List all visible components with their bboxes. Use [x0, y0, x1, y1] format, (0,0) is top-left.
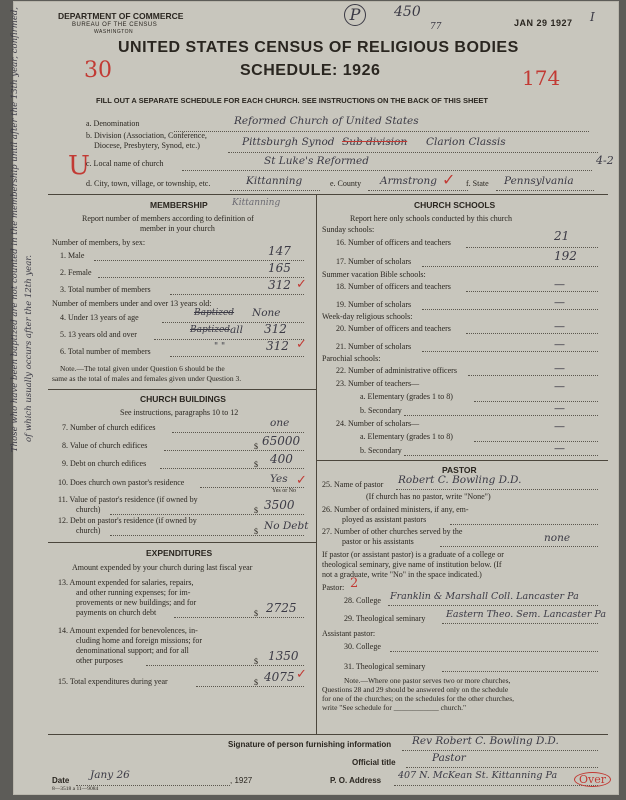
q14-line-3: denominational support; and for all	[76, 646, 189, 655]
q7-value: one	[270, 417, 290, 429]
q24-dash: —	[554, 420, 565, 433]
q17-value: 192	[554, 249, 577, 263]
census-schedule-sheet	[10, 2, 618, 794]
margin-note-2: of which usually occurs after the 12th year.	[24, 254, 34, 442]
q29-label: 29. Theological seminary	[344, 614, 426, 623]
local-name-value: St Luke's Reformed	[264, 155, 369, 167]
city-label: WASHINGTON	[94, 29, 134, 35]
date-year: , 1927	[230, 776, 253, 785]
county-check: ✓	[442, 170, 456, 189]
membership-note-1: Note.—The total given under Question 6 should be the	[60, 364, 225, 373]
q15-label: 15. Total expenditures during year	[58, 677, 168, 686]
q28-label: 28. College	[344, 596, 381, 605]
q8-dollar: $	[254, 442, 258, 451]
q6-ditto: " "	[214, 342, 226, 352]
q27-line-1: 27. Number of other churches served by the	[322, 527, 463, 536]
instruction-line: FILL OUT A SEPARATE SCHEDULE FOR EACH CHURCH. SEE INSTRUCTIONS ON THE BACK OF THIS SHEET	[96, 96, 488, 105]
q13-line-3: provements or new buildings; and for	[76, 598, 197, 607]
q5-label: 5. 13 years old and over	[60, 330, 137, 339]
q26-line-2: ployed as assistant pastors	[342, 515, 427, 524]
q2-value: 165	[268, 261, 291, 275]
q23b-label: b. Secondary	[360, 406, 402, 415]
circled-p-mark	[344, 4, 366, 26]
q9-label: 9. Debt on church edifices	[62, 459, 147, 468]
grad-note-1: If pastor (or assistant pastor) is a graduate of a college or	[322, 550, 504, 559]
q19-dash: —	[554, 296, 565, 309]
pastor-note-4: write "See schedule for ____________ church."	[322, 703, 467, 712]
over-mark: Over	[574, 772, 611, 787]
local-name-note: 4-2	[596, 154, 614, 167]
pastor-note-3: for one of the churches; on the schedules for the other churches,	[322, 694, 515, 703]
q18-dash: —	[554, 278, 565, 291]
q16-value: 21	[554, 229, 570, 243]
q21-label: 21. Number of scholars	[336, 342, 412, 351]
q26-line-1: 26. Number of ordained ministers, if any, em-	[322, 505, 469, 514]
q14-line-1: 14. Amount expended for benevolences, in-	[58, 626, 198, 635]
q3-label: 3. Total number of members	[60, 285, 151, 294]
division-struck: Sub division	[342, 136, 408, 148]
q16-label: 16. Number of officers and teachers	[336, 238, 451, 247]
q9-dollar: $	[254, 460, 258, 469]
q10-check: ✓	[296, 472, 307, 487]
pastor-note-1: Note.—Where one pastor serves two or more churches,	[344, 676, 511, 685]
po-address-value: 407 N. McKean St. Kittanning Pa	[398, 770, 558, 781]
pastor-mark: 2	[350, 576, 359, 591]
po-address-label: P. O. Address	[330, 776, 382, 785]
q12-value: No Debt	[264, 520, 309, 532]
q11-label-2: church)	[76, 505, 101, 514]
official-title-value: Pastor	[432, 752, 466, 764]
q14-value: 1350	[268, 649, 299, 663]
age-heading: Number of members under and over 13 years old:	[52, 299, 212, 308]
q8-label: 8. Value of church edifices	[62, 441, 148, 450]
q22-label: 22. Number of administrative officers	[336, 366, 457, 375]
city-value: Kittanning	[246, 175, 303, 187]
q23a-label: a. Elementary (grades 1 to 8)	[360, 392, 453, 401]
q8-value: 65000	[262, 434, 301, 448]
q4-value: None	[252, 307, 281, 319]
q15-value: 4075	[264, 670, 295, 684]
q13-dollar: $	[254, 609, 258, 618]
division-label-2: Diocese, Presbytery, Synod, etc.)	[94, 141, 200, 150]
pastor-note-2: Questions 28 and 29 should be answered only on the schedule	[322, 685, 509, 694]
q17-label: 17. Number of scholars	[336, 257, 412, 266]
q11-label-1: 11. Value of pastor's residence (if owned by	[58, 495, 198, 504]
summer-schools: Summer vacation Bible schools:	[322, 270, 426, 279]
q13-value: 2725	[266, 601, 297, 615]
q14-line-2: cluding home and foreign missions; for	[76, 636, 202, 645]
form-number: 8—3518 a 11—9084	[52, 786, 99, 792]
q1-label: 1. Male	[60, 251, 85, 260]
corner-mark: I	[590, 10, 595, 24]
date-label: Date	[52, 776, 70, 785]
q23b-dash: —	[554, 402, 565, 415]
q25-sub: (If church has no pastor, write "None")	[366, 492, 491, 501]
membership-note-2: same as the total of males and females given under Question 3.	[52, 374, 242, 383]
q6-value: 312	[266, 339, 289, 353]
q27-line-2: pastor or his assistants	[342, 537, 414, 546]
q10-value: Yes	[270, 473, 288, 485]
grad-note-2: theological seminary, give name of institution below. (If	[322, 560, 502, 569]
q7-label: 7. Number of church edifices	[62, 423, 156, 432]
q13-line-4: payments on church debt	[76, 608, 157, 617]
q25-label: 25. Name of pastor	[322, 480, 384, 489]
denomination-label: a. Denomination	[86, 119, 140, 128]
q27-value: none	[544, 532, 571, 544]
expenditures-heading: EXPENDITURES	[146, 548, 213, 558]
q22-dash: —	[554, 362, 565, 375]
state-value: Pennsylvania	[504, 175, 574, 187]
ref-number: 450	[394, 4, 421, 20]
q2-label: 2. Female	[60, 268, 92, 277]
membership-handwritten: Kittanning	[232, 198, 281, 208]
department-label: DEPARTMENT OF COMMERCE	[58, 11, 184, 21]
q19-label: 19. Number of scholars	[336, 300, 412, 309]
q10-sub: Yes or No	[272, 488, 297, 494]
county-label: e. County	[330, 179, 362, 188]
membership-instr-1: Report number of members according to definition of	[82, 214, 254, 223]
q12-label-1: 12. Debt on pastor's residence (if owned by	[58, 516, 197, 525]
members-by-sex: Number of members, by sex:	[52, 238, 146, 247]
q13-line-1: 13. Amount expended for salaries, repairs,	[58, 578, 194, 587]
grad-note-3: not a graduate, write "No" in the space indicated.)	[322, 570, 482, 579]
pastor-label: Pastor:	[322, 583, 345, 592]
signature-value: Rev Robert C. Bowling D.D.	[412, 735, 559, 747]
q5-struck: Baptized	[190, 325, 231, 335]
red-number-174: 174	[522, 66, 561, 90]
ref-number-small: 77	[430, 22, 442, 32]
q18-label: 18. Number of officers and teachers	[336, 282, 451, 291]
red-u-mark: U	[68, 151, 90, 181]
q23-dash: —	[554, 380, 565, 393]
q31-label: 31. Theological seminary	[344, 662, 426, 671]
q24-label: 24. Number of scholars—	[336, 419, 420, 428]
q15-check: ✓	[296, 666, 307, 681]
q23-label: 23. Number of teachers—	[336, 379, 420, 388]
q3-check: ✓	[296, 276, 307, 291]
q14-dollar: $	[254, 657, 258, 666]
pastor-heading: PASTOR	[442, 465, 477, 475]
division-label-1: b. Division (Association, Conference,	[86, 131, 207, 140]
q9-value: 400	[270, 452, 293, 466]
q12-dollar: $	[254, 527, 258, 536]
q24b-dash: —	[554, 442, 565, 455]
city-label: d. City, town, village, or township, etc.	[86, 179, 211, 188]
expenditures-sub: Amount expended by your church during last fiscal year	[72, 563, 253, 572]
q13-line-2: and other running expenses; for im-	[76, 588, 191, 597]
denomination-value: Reformed Church of United States	[234, 115, 419, 127]
division-classis: Clarion Classis	[426, 136, 506, 148]
buildings-heading: CHURCH BUILDINGS	[140, 394, 226, 404]
q6-check: ✓	[296, 336, 307, 351]
circled-p: P	[344, 4, 366, 26]
q10-label: 10. Does church own pastor's residence	[58, 478, 185, 487]
county-value: Armstrong	[380, 175, 437, 187]
schools-heading: CHURCH SCHOOLS	[414, 200, 496, 210]
division-value: Pittsburgh Synod	[242, 136, 335, 148]
q3-value: 312	[268, 278, 291, 292]
membership-instr-2: member in your church	[140, 224, 215, 233]
q5-word: all	[230, 324, 243, 336]
q1-value: 147	[268, 244, 291, 258]
parochial-schools: Parochial schools:	[322, 354, 381, 363]
q12-label-2: church)	[76, 526, 101, 535]
received-date-stamp: JAN 29 1927	[514, 18, 573, 28]
weekday-schools: Week-day religious schools:	[322, 312, 413, 321]
form-title: UNITED STATES CENSUS OF RELIGIOUS BODIES	[118, 39, 519, 56]
q24b-label: b. Secondary	[360, 446, 402, 455]
q4-struck: Baptized	[194, 308, 235, 318]
q29-value: Eastern Theo. Sem. Lancaster Pa	[446, 609, 607, 620]
q6-label: 6. Total number of members	[60, 347, 151, 356]
q5-value: 312	[264, 322, 287, 336]
date-value: Jany 26	[90, 769, 130, 781]
q11-dollar: $	[254, 506, 258, 515]
q24a-label: a. Elementary (grades 1 to 8)	[360, 432, 453, 441]
state-label: f. State	[466, 179, 489, 188]
sunday-schools: Sunday schools:	[322, 225, 375, 234]
assistant-label: Assistant pastor:	[322, 629, 376, 638]
schools-sub: Report here only schools conducted by this church	[350, 214, 512, 223]
red-number-30: 30	[84, 58, 112, 83]
q15-dollar: $	[254, 678, 258, 687]
schedule-title: SCHEDULE: 1926	[240, 62, 381, 79]
bureau-label: BUREAU OF THE CENSUS	[72, 22, 158, 28]
q14-line-4: other purposes	[76, 656, 123, 665]
q28-value: Franklin & Marshall Coll. Lancaster Pa	[390, 591, 579, 602]
local-name-label: c. Local name of church	[86, 159, 164, 168]
official-title-label: Official title	[352, 758, 396, 767]
q20-dash: —	[554, 320, 565, 333]
q11-value: 3500	[264, 498, 295, 512]
q30-label: 30. College	[344, 642, 381, 651]
signature-label: Signature of person furnishing information	[228, 740, 392, 749]
q21-dash: —	[554, 338, 565, 351]
q20-label: 20. Number of officers and teachers	[336, 324, 451, 333]
membership-heading: MEMBERSHIP	[150, 200, 208, 210]
q4-label: 4. Under 13 years of age	[60, 313, 139, 322]
margin-note: Those who have been baptized are not counted in the membership until after the 13th year, confirmed,	[10, 6, 20, 452]
buildings-sub: See instructions, paragraphs 10 to 12	[120, 408, 239, 417]
q25-value: Robert C. Bowling D.D.	[398, 474, 522, 486]
